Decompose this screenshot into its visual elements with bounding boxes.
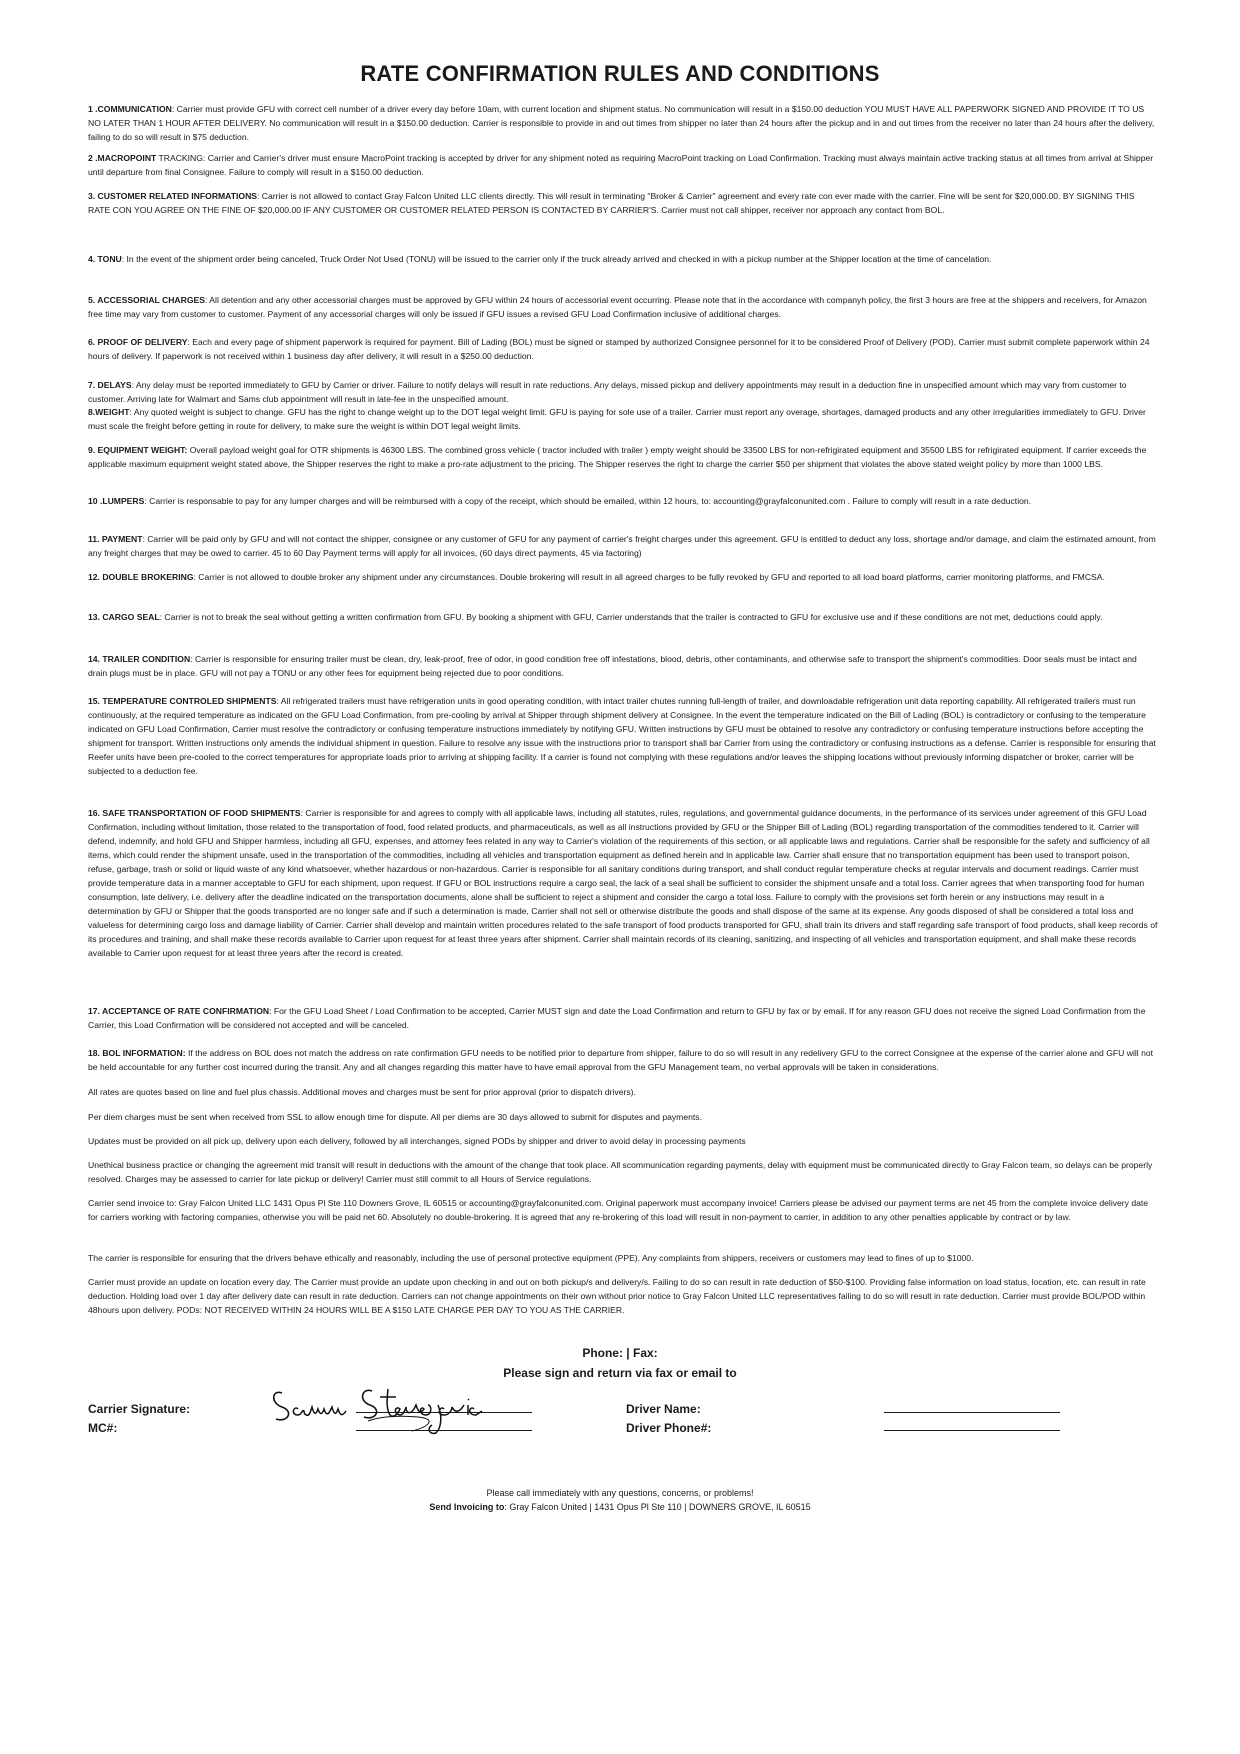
rule-paragraph: [88, 570, 1158, 584]
rule-heading: 3. CUSTOMER RELATED INFORMATIONS: [88, 191, 258, 201]
rule-paragraph: [88, 1134, 1158, 1148]
rule-text: Per diem charges must be sent when received from SSL to allow enough time for dispute. All per diems are 30 days allowed to submit for disputes and payments.: [88, 1112, 702, 1122]
page-title: RATE CONFIRMATION RULES AND CONDITIONS: [360, 61, 880, 86]
rule-heading: 8.WEIGHT: [88, 407, 130, 417]
rule-heading: 12. DOUBLE BROKERING: [88, 572, 194, 582]
rule-heading: 15. TEMPERATURE CONTROLED SHIPMENTS: [88, 696, 277, 706]
rule-heading: 17. ACCEPTANCE OF RATE CONFIRMATION: [88, 1006, 270, 1016]
rule-text: : Carrier is not allowed to contact Gray Falcon United LLC clients directly. This will result in terminating "Broker & Carrier" agreement and every rate con ever made with the carrier. Fine will be sent for $20,000.00. BY SIGNING THIS RATE CON YOU AGREE ON THE FINE OF $20,000.00 IF ANY CUSTOMER OR CUSTOMER RELATED PERSON IS CONTACTED BY CARRIER'S. Carrier must not call shipper, receiver nor approach any contact from BOL.: [88, 191, 1135, 215]
rule-heading: 2 .MACROPOINT: [88, 153, 157, 163]
rule-text: : Carrier is not to break the seal without getting a written confirmation from GFU. By booking a shipment with GFU, Carrier understands that the trailer is contracted to GFU for exclusive use and if these conditions are not met, deductions could apply.: [159, 612, 1103, 622]
invoice-label: Send Invoicing to: [429, 1502, 505, 1512]
return-instruction: Please sign and return via fax or email to: [503, 1366, 737, 1380]
rule-heading: 11. PAYMENT: [88, 534, 143, 544]
rule-paragraph: [88, 494, 1158, 508]
rule-paragraph: [88, 1196, 1158, 1224]
rule-heading: 5. ACCESSORIAL CHARGES: [88, 295, 205, 305]
rule-paragraph: [88, 652, 1158, 680]
rule-text: Carrier send invoice to: Gray Falcon United LLC 1431 Opus Pl Ste 110 Downers Grove, IL 60515 or accounting@grayfalconunited.com. Original paperwork must accompany invoice! Carriers please be advised our payment terms are net 45 from the complete invoice delivery date for carriers working with factoring companies, otherwise you will be paid net 60. Absolutely no double-brokering. It is agreed that any re-brokering of this load will result in non-payment to carrier, in addition to any other penalties applicable by contract or by law.: [88, 1198, 1149, 1222]
driver-name-label: Driver Name:: [626, 1402, 701, 1416]
rule-paragraph: [88, 806, 1158, 960]
rule-paragraph: [88, 405, 1158, 433]
rule-heading: 9. EQUIPMENT WEIGHT:: [88, 445, 188, 455]
rule-text: : Carrier is not allowed to double broker any shipment under any circumstances. Double brokering will result in all agreed charges to be fully revoked by GFU and reported to all load board platforms, carrier monitoring platforms, and FMCSA.: [193, 572, 1105, 582]
rule-paragraph: [88, 189, 1158, 217]
rule-text: : All detention and any other accessorial charges must be approved by GFU within 24 hours of accessorial event occurring. Please note that in the accordance with companyh policy, the first 3 hours are free at the shippers and receivers, for Amazon free time may vary from customer to customer. Payment of any accessorial charges will only be issued if GFU issues a revised GFU Load Confirmation inclusive of additional charges.: [88, 295, 1147, 319]
rule-paragraph: [88, 610, 1158, 624]
rule-heading: 6. PROOF OF DELIVERY: [88, 337, 188, 347]
rule-text: : In the event of the shipment order being canceled, Truck Order Not Used (TONU) will be issued to the carrier only if the truck already arrived and checked in with a pickup number at the Shipper location at the time of cancelation.: [121, 254, 992, 264]
rule-text: The carrier is responsible for ensuring that the drivers behave ethically and reasonably, including the use of personal protective equipment (PPE). Any complaints from shippers, receivers or customers may lead to fines of up to $1000.: [88, 1253, 974, 1263]
rule-text: : Each and every page of shipment paperwork is required for payment. Bill of Lading (BOL) must be signed or stamped by authorized Consignee personnel for it to be considered Proof of Delivery (POD). Carrier must submit complete paperwork within 24 hours of delivery. If paperwork is not received within 1 business day after delivery, it will result in a $250.00 deduction.: [88, 337, 1150, 361]
rule-text: : Any quoted weight is subject to change. GFU has the right to change weight up to the DOT legal weight limit. GFU is paying for sole use of a trailer. Carrier must report any overage, shortages, damaged products and any other irregularities immediately to GFU. Driver must scale the freight before getting in route for delivery, to make sure the weight is within DOT legal weight limits.: [88, 407, 1146, 431]
rule-paragraph: [88, 1158, 1158, 1186]
rule-text: : Carrier will be paid only by GFU and will not contact the shipper, consignee or any customer of GFU for any payment of carrier's freight charges under this agreement. GFU is entitled to deduct any loss, shortage and/or damage, and claim the estimated amount, from any freight charges that may be owed to carrier. 45 to 60 Day Payment terms will apply for all invoices, (60 days direct payments, 45 via factoring): [88, 534, 1156, 558]
rule-heading: 13. CARGO SEAL: [88, 612, 160, 622]
rule-paragraph: [88, 694, 1158, 778]
carrier-signature-label: Carrier Signature:: [88, 1402, 191, 1416]
rule-heading: 18. BOL INFORMATION:: [88, 1048, 186, 1058]
rule-paragraph: [88, 1251, 1158, 1265]
rule-paragraph: [88, 532, 1158, 560]
rule-text: Updates must be provided on all pick up, delivery upon each delivery, followed by all interchanges, signed PODs by shipper and driver to avoid delay in processing payments: [88, 1136, 746, 1146]
rule-heading: 4. TONU: [88, 254, 122, 264]
rule-text: TRACKING: Carrier and Carrier's driver must ensure MacroPoint tracking is accepted by driver for any shipment noted as requiring MacroPoint tracking on Load Confirmation. Tracking must always maintain active tracking status at all times from arrival at Shipper until departure from final Consignee. Failure to comply will result in a $150.00 deduction.: [88, 153, 1154, 177]
rule-heading: 10 .LUMPERS: [88, 496, 145, 506]
mc-label: MC#:: [88, 1421, 118, 1435]
rule-paragraph: [88, 335, 1158, 363]
rule-text: : Carrier is responsible for and agrees to comply with all applicable laws, including all statutes, rules, regulations, and governmental guidance documents, in the performance of its services under agreement of this GFU Load Confirmation, including without limitation, those related to the transportation of food, food related products, and pharmaceuticals, as well as all instructions provided by GFU or the Shipper Bill of Lading (BOL) regarding transportation of the commodities tendered to it. Carrier will defend, indemnify, and hold GFU and Shipper harmless, including all GFU, expenses, and attorney fees related in any way to Carrier's violation of the requirements of this section, or all applicable laws and regulations. Carrier shall be responsible for the safety and sufficiency of all items, which could render the shipment unsafe, used in the transportation of the commodities, including all vehicles and transportation equipment as defined herein and in applicable law. Carrier shall ensure that no transportation equipment has been used to transport poison, refuse, garbage, trash or solid or liquid waste of any kind whatsoever, whether hazardous or non-hazardous. Carrier is responsible for all sanitary conditions during transport, and shall conduct regular temperature checks at regular intervals and document readings. Carrier must provide temperature data in a manner acceptable to GFU for each shipment, upon request. If GFU or BOL instructions require a cargo seal, the lack of a seal shall be sufficient to consider the shipment unsafe and a total loss. Carrier agrees that when transporting food for human consumption, late delivery, i.e. delivery after the deadline indicated on the transportation documents, alone shall be sufficient to reject a shipment and consider the cargo a total loss. Failure to comply with the provisions set forth herein or any instructions may result in a determination by GFU or Shipper that the goods transported are no longer safe and if such a determination is made, Carrier shall not sell or otherwise distribute the goods and shall dispose of the same at its expense. Any goods disposed of shall be considered a total loss and valueless for determining cargo loss and damage liability of Carrier. Carrier shall develop and maintain written procedures related to the safe transport of food products transported for GFU, shall train its drivers and staff regarding safe transport of food products, shall keep records of its procedures and training, and shall make these records available to Carrier upon request for at least three years after shipment. Carrier shall maintain records of its cleaning, sanitizing, and inspecting of all vehicles and transportation equipment, and shall make these records available to Carrier upon request for at least three years after the record is created.: [88, 808, 1158, 958]
rule-paragraph: [88, 1085, 1158, 1099]
rule-heading: 16. SAFE TRANSPORTATION OF FOOD SHIPMENTS: [88, 808, 301, 818]
rule-text: Overall payload weight goal for OTR shipments is 46300 LBS. The combined gross vehicle ( tractor included with trailer ) empty weight should be 33500 LBS for non-refrigirated equipment and 35500 LBS for refrigirated equipment. If carrier exceeds the applicable maximum equipment weight stated above, the Shipper reserves the right to make a pro-rate adjustment to the pricing. The Shipper reserves the right to charge the carrier $50 per shipment that violates the above stated weight policy by more than 1000 LBS.: [88, 445, 1147, 469]
call-note: Please call immediately with any questions, concerns, or problems!: [486, 1488, 754, 1498]
rule-paragraph: [88, 293, 1158, 321]
rule-heading: 7. DELAYS: [88, 380, 132, 390]
invoice-line: [0, 1502, 1240, 1512]
rule-paragraph: [88, 443, 1158, 471]
driver-name-line[interactable]: [884, 1412, 1060, 1413]
rule-text: Unethical business practice or changing the agreement mid transit will result in deductions with the amount of the change that took place. All scommunication regarding payments, delay with equipment must be communicated directly to Gray Falcon team, so delays can be properly resolved. Charges may be assessed to carrier for late pickup or delivery! Carrier must still commit to all Hours of Service regulations.: [88, 1160, 1153, 1184]
rule-paragraph: [88, 1110, 1158, 1124]
driver-phone-line[interactable]: [884, 1430, 1060, 1431]
rule-paragraph: [88, 102, 1158, 144]
rule-text: : All refrigerated trailers must have refrigeration units in good operating condition, with intact trailer chutes running full-length of trailer, and downloadable refrigeration unit data reporting capability. All refrigerated trailers must run continuously, at the required temperature as indicated on the GFU Load Confirmation, from pre-cooling by arrival at Shipper through shipment delivery at Consignee. In the event the temperature indicated on the Bill of Lading (BOL) is contradictory or confusing to the temperature indicated on GFU Load Confirmation, Carrier must resolve the contradictory or confusing temperature instructions immediately by notifying GFU. Written instructions by GFU must be obtained to resolve any contradictory or confusing temperature instructions before accepting the shipment for transport. Written instructions only amends the individual shipment in question. Failure to resolve any issue with the instructions prior to transport shall bar Carrier from using the contradictory or confusing instructions as a defense. Carrier is responsible for ensuring that Reefer units have been pre-cooled to the correct temperatures for appropriate loads prior to arriving at shipping facility. If a carrier is found not complying with these regulations and/or leaves the shipping locations without previously informing dispatcher or broker, carrier will be subjected to a deduction fee.: [88, 696, 1156, 776]
handwritten-signature: [268, 1375, 560, 1437]
rule-paragraph: [88, 378, 1158, 406]
phone-fax-line: Phone: | Fax:: [582, 1346, 658, 1360]
rule-text: : For the GFU Load Sheet / Load Confirmation to be accepted, Carrier MUST sign and date the Load Confirmation and return to GFU by fax or by email. If for any reason GFU does not receive the signed Load Confirmation from the Carrier, this Load Confirmation will be considered not accepted and will be canceled.: [88, 1006, 1146, 1030]
rule-text: Carrier must provide an update on location every day. The Carrier must provide an update upon checking in and out on both pickup/s and delivery/s. Failing to do so can result in rate deduction of $50-$100. Providing false information on load status, location, etc. can result in rate deduction. Holding load over 1 day after delivery date can result in rate deduction. Carriers can not change appointments on their own without prior notice to Gray Falcon United LLC representatives failing to do so will result in rate deduction. Carrier must provide BOL/POD within 48hours upon delivery. PODs: NOT RECEIVED WITHIN 24 HOURS WILL BE A $150 LATE CHARGE PER DAY TO YOU AS THE CARRIER.: [88, 1277, 1146, 1315]
driver-phone-label: Driver Phone#:: [626, 1421, 712, 1435]
rule-text: : Carrier is responsable to pay for any lumper charges and will be reimbursed with a copy of the receipt, which should be emailed, within 12 hours, to: accounting@grayfalconunited.com . Failure to comply will result in a rate deduction.: [144, 496, 1032, 506]
rule-paragraph: [88, 151, 1158, 179]
rule-text: : Carrier is responsible for ensuring trailer must be clean, dry, leak-proof, free of odor, in good condition free off infestations, blood, debris, other contaminants, and otherwise safe to transport the shipment's commodities. Door seals must be intact and drain plugs must be in place. GFU will not pay a TONU or any other fees for equipment being rejected due to poor conditions.: [88, 654, 1137, 678]
rule-heading: 1 .COMMUNICATION: [88, 104, 172, 114]
rule-paragraph: [88, 1004, 1158, 1032]
rule-paragraph: [88, 1046, 1158, 1074]
rule-heading: 14. TRAILER CONDITION: [88, 654, 191, 664]
rule-text: All rates are quotes based on line and fuel plus chassis. Additional moves and charges must be sent for prior approval (prior to dispatch drivers).: [88, 1087, 636, 1097]
rule-paragraph: [88, 252, 1158, 266]
invoice-address: : Gray Falcon United | 1431 Opus Pl Ste 110 | DOWNERS GROVE, IL 60515: [504, 1502, 811, 1512]
rule-text: : Any delay must be reported immediately to GFU by Carrier or driver. Failure to notify delays will result in rate reductions. Any delays, missed pickup and delivery appointments may result in a deduction fine in unspecified amount which may vary from customer to customer. Arriving late for Walmart and Sams club appointment will result in late-fee in the unspecified amount.: [88, 380, 1127, 404]
rule-text: If the address on BOL does not match the address on rate confirmation GFU needs to be notified prior to departure from shipper, failure to do so will result in any redelivery GFU to the correct Consignee at the expense of the carrier alone and GFU will not be held accountable for any further cost incurred during the transit. Any and all changes regarding this matter have to have email approval from the GFU Management team, no verbal approvals will be taken in considerations.: [88, 1048, 1154, 1072]
rule-text: : Carrier must provide GFU with correct cell number of a driver every day before 10am, with current location and shipment status. No communication will result in a $150.00 deduction YOU MUST HAVE ALL PAPERWORK SIGNED AND PROVIDE IT TO US NO LATER THAN 1 HOUR AFTER DELIVERY. No communication will result in a $150.00 deduction. Carrier is responsible to provide in and out times from shipper no later than 24 hours after the pickup and in and out times from the receiver no later than 24 hours after the delivery, failing to do so will result in $75 deduction.: [88, 104, 1155, 142]
rule-paragraph: [88, 1275, 1158, 1317]
